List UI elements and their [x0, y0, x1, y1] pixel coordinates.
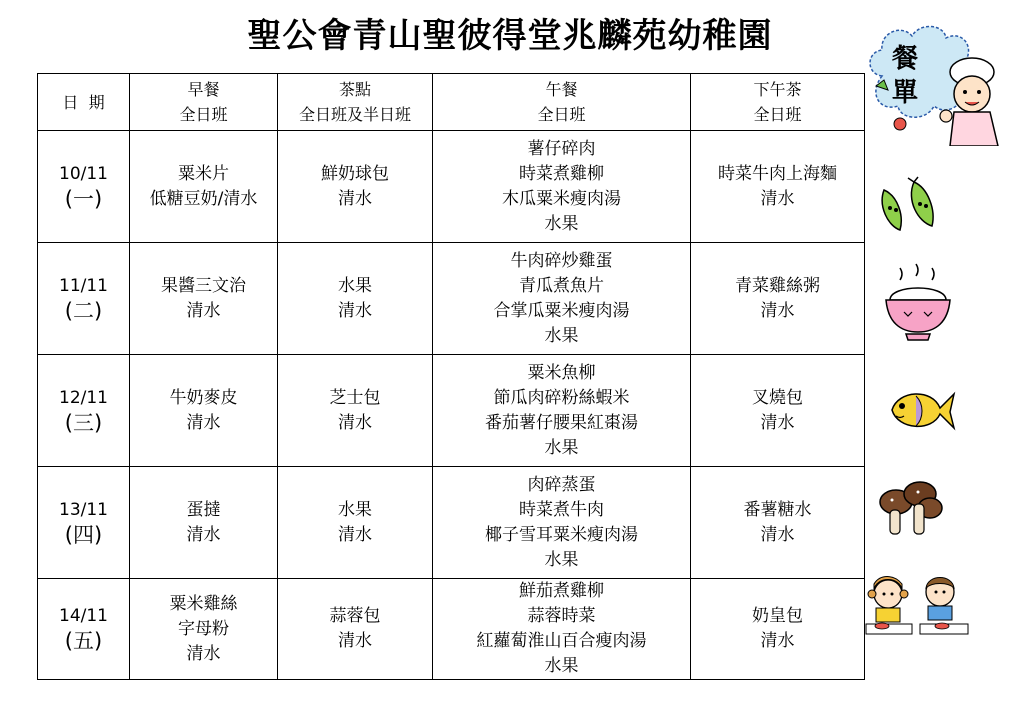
menu-item: 時菜煮牛肉 — [519, 499, 604, 520]
menu-item: 果醬三文治 — [161, 275, 246, 296]
date-value: 14/11 — [59, 606, 108, 626]
lunch-cell — [433, 355, 691, 467]
menu-item: 青菜雞絲粥 — [735, 275, 820, 296]
menu-item: 蒜蓉包 — [329, 606, 381, 626]
menu-item: 叉燒包 — [752, 387, 803, 408]
snack-cell — [278, 131, 433, 243]
lunch-cell — [433, 131, 691, 243]
lunch-cell — [433, 579, 691, 680]
date-value: 10/11 — [59, 163, 108, 184]
header-tea-name: 下午茶 — [753, 80, 802, 99]
menu-badge — [862, 16, 1012, 146]
day-row-friday — [38, 579, 865, 680]
menu-item: 粟米魚柳 — [527, 362, 596, 383]
header-lunch — [433, 74, 691, 131]
menu-item: 芝士包 — [329, 387, 381, 408]
menu-item: 清水 — [186, 412, 221, 433]
snack-cell — [278, 355, 433, 467]
date-cell — [38, 131, 130, 243]
date-value: 13/11 — [59, 499, 108, 520]
header-breakfast — [130, 74, 278, 131]
menu-item: 清水 — [186, 643, 221, 664]
day-row-wednesday — [38, 355, 865, 467]
header-tea — [691, 74, 865, 131]
day-row-thursday — [38, 467, 865, 579]
menu-item: 清水 — [760, 300, 795, 321]
menu-item: 紅蘿蔔淮山百合瘦肉湯 — [476, 631, 647, 651]
header-date-label: 日 期 — [62, 92, 105, 112]
menu-item: 清水 — [760, 412, 795, 433]
menu-item: 粟米片 — [178, 163, 229, 184]
tea-cell — [691, 579, 865, 680]
menu-item: 水果 — [544, 437, 579, 458]
breakfast-cell — [130, 467, 278, 579]
menu-item: 鮮茄煮雞柳 — [519, 581, 604, 601]
date-cell — [38, 467, 130, 579]
header-snack-name: 茶點 — [338, 80, 371, 99]
date-cell — [38, 355, 130, 467]
tea-cell — [691, 355, 865, 467]
menu-item: 粟米雞絲 — [169, 593, 238, 614]
mushrooms-icon — [876, 478, 946, 540]
menu-item: 水果 — [338, 499, 372, 520]
menu-item: 低糖豆奶/清水 — [149, 188, 258, 209]
day-row-monday — [38, 131, 865, 243]
menu-item: 牛肉碎炒雞蛋 — [510, 250, 613, 271]
menu-item: 水果 — [338, 275, 372, 296]
snack-cell — [278, 579, 433, 680]
breakfast-cell — [130, 131, 278, 243]
menu-item: 清水 — [338, 412, 372, 433]
menu-item: 水果 — [544, 325, 579, 346]
weekday-value: (一) — [64, 186, 103, 211]
lunch-cell — [433, 467, 691, 579]
menu-item: 清水 — [760, 631, 795, 651]
menu-item: 清水 — [186, 524, 221, 545]
rice-bowl-icon — [882, 262, 954, 342]
breakfast-cell — [130, 579, 278, 680]
menu-item: 水果 — [544, 549, 579, 570]
fish-icon — [888, 384, 956, 436]
menu-item: 肉碎蒸蛋 — [527, 474, 596, 495]
menu-item: 番薯糖水 — [743, 499, 812, 520]
menu-item: 木瓜粟米瘦肉湯 — [502, 188, 621, 209]
menu-item: 蛋撻 — [186, 499, 221, 520]
header-breakfast-class: 全日班 — [179, 105, 228, 124]
cloud-icon — [862, 16, 1012, 146]
menu-item: 鮮奶球包 — [321, 163, 389, 184]
date-value: 11/11 — [59, 275, 108, 296]
date-cell — [38, 243, 130, 355]
menu-item: 水果 — [544, 213, 579, 234]
menu-item: 合掌瓜粟米瘦肉湯 — [493, 300, 630, 321]
header-snack-class: 全日班及半日班 — [298, 105, 411, 124]
weekday-value: (四) — [64, 522, 103, 547]
menu-item: 椰子雪耳粟米瘦肉湯 — [485, 524, 638, 545]
date-cell — [38, 579, 130, 680]
menu-item: 時菜牛肉上海麵 — [718, 163, 837, 184]
menu-item: 清水 — [186, 300, 221, 321]
weekday-value: (三) — [64, 410, 103, 435]
day-row-tuesday — [38, 243, 865, 355]
tea-cell — [691, 131, 865, 243]
weekday-value: (二) — [64, 298, 103, 323]
header-lunch-class: 全日班 — [537, 105, 586, 124]
peas-icon — [874, 176, 946, 234]
date-value: 12/11 — [59, 387, 108, 408]
lunch-cell — [433, 243, 691, 355]
menu-item: 清水 — [338, 524, 372, 545]
page-title: 聖公會青山聖彼得堂兆麟苑幼稚園 — [247, 16, 773, 56]
header-date — [38, 74, 130, 131]
menu-item: 蒜蓉時菜 — [527, 606, 596, 626]
menu-item: 字母粉 — [178, 618, 229, 639]
menu-item: 青瓜煮魚片 — [519, 275, 604, 296]
snack-cell — [278, 243, 433, 355]
menu-item: 清水 — [760, 524, 795, 545]
menu-item: 水果 — [544, 656, 579, 676]
menu-item: 奶皇包 — [752, 606, 803, 626]
menu-item: 時菜煮雞柳 — [519, 163, 604, 184]
header-tea-class: 全日班 — [753, 105, 802, 124]
snack-cell — [278, 467, 433, 579]
menu-item: 番茄薯仔腰果紅棗湯 — [485, 412, 638, 433]
menu-item: 清水 — [338, 631, 372, 651]
children-eating-icon — [862, 572, 974, 638]
badge-line1: 餐 — [892, 44, 919, 74]
tea-cell — [691, 243, 865, 355]
header-snack — [278, 74, 433, 131]
menu-item: 清水 — [338, 300, 372, 321]
badge-line2: 單 — [892, 78, 919, 108]
weekday-value: (五) — [64, 629, 103, 653]
breakfast-cell — [130, 355, 278, 467]
menu-item: 清水 — [760, 188, 795, 209]
menu-item: 薯仔碎肉 — [527, 138, 596, 159]
menu-item: 牛奶麥皮 — [169, 387, 238, 408]
menu-table — [37, 73, 865, 680]
header-row — [38, 74, 865, 131]
menu-item: 清水 — [338, 188, 372, 209]
tea-cell — [691, 467, 865, 579]
menu-item: 節瓜肉碎粉絲蝦米 — [493, 387, 630, 408]
header-lunch-name: 午餐 — [545, 80, 578, 99]
header-breakfast-name: 早餐 — [187, 80, 220, 99]
breakfast-cell — [130, 243, 278, 355]
